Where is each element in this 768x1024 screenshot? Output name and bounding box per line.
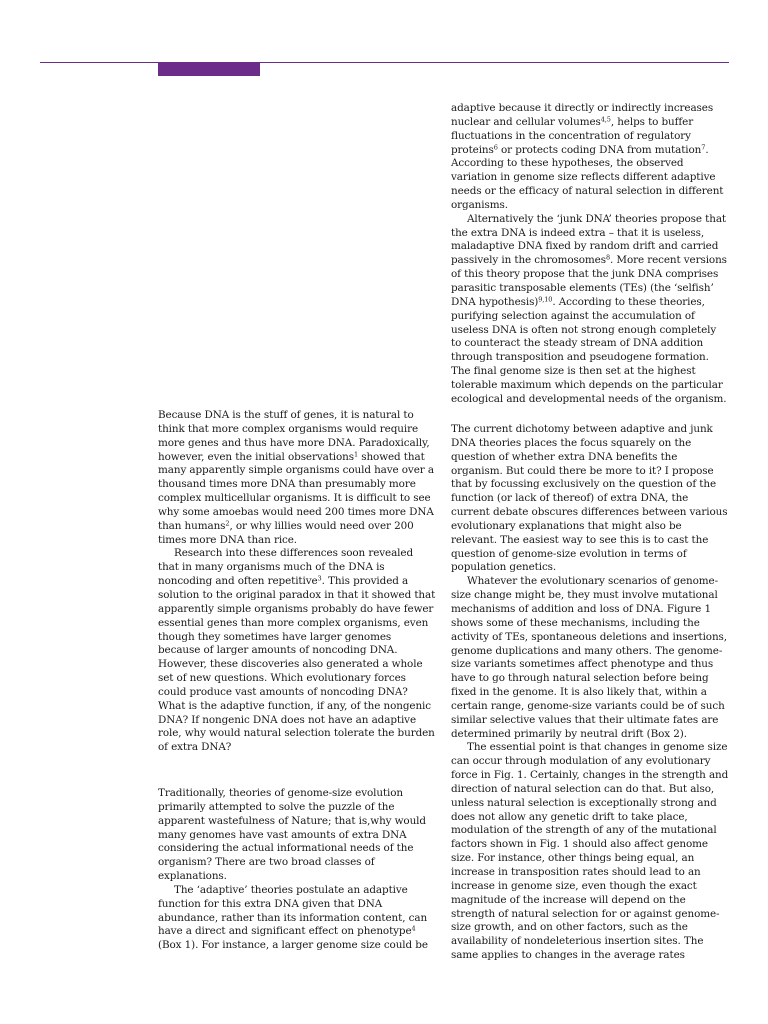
paragraph: The essential point is that changes in genome size can occur through modulation of any evolutionary force in Fig. 1. Certainly, changes in the strength and direction of natural selection can do that. But also, unless natural selection is exceptionally strong and does not allow any genetic drift to take place, modulation of the strength of any of the mutational factors shown in Fig. 1 should also affect genome size. For instance, other things being equal, an increase in transposition rates should lead to an increase in genome size, even though the exact magnitude of the increase will depend on the strength of natural selection for or against genome-size growth, and on other factors, such as the availability of nondeleterious insertion sites. The same applies to changes in the average rates xyxy=(451,741,729,962)
paragraph: Research into these differences soon revealed that in many organisms much of the DNA is noncoding and often repetitive$^3$. This provided a solution to the original paradox in that it showed that apparently simple organisms probably do have fewer essential genes than more complex organisms, even though they sometimes have larger genomes because of larger amounts of noncoding DNA. However, these discoveries also generated a whole set of new questions. Which evolutionary forces could produce vast amounts of noncoding DNA? What is the adaptive function, if any, of the nongenic DNA? If nongenic DNA does not have an adaptive role, why would natural selection tolerate the burden of extra DNA? xyxy=(158,547,436,754)
paragraph: The ‘adaptive’ theories postulate an adaptive function for this extra DNA given that DNA abundance, rather than its information content, can have a direct and significant effect on phenotype$^4$ (Box 1). For instance, a larger genome size could be xyxy=(158,883,428,952)
citation: 4,5 xyxy=(600,115,611,124)
paragraph: Traditionally, theories of genome-size evolution primarily attempted to solve the puzzle of the apparent wastefulness of Nature; that is,why would many genomes have vast amounts of extra DNA considering the actual informational needs of the organism? There are two broad classes of explanations. xyxy=(158,787,426,883)
left-column-theories xyxy=(158,787,436,953)
paragraph: The current dichotomy between adaptive and junk DNA theories places the focus squarely on the question of whether extra DNA benefits the organism. But could there be more to it? I propose that by focussing exclusively on the question of the function (or lack of thereof) of extra DNA, the current debate obscures differences between various evolutionary explanations that might also be relevant. The easiest way to see this is to cast the question of genome-size evolution in terms of population genetics. xyxy=(451,423,728,574)
right-column-dichotomy xyxy=(451,423,729,963)
citation: 8 xyxy=(605,253,610,262)
citation: 4 xyxy=(411,924,416,933)
citation: 3 xyxy=(317,574,322,583)
citation: 1 xyxy=(353,450,359,459)
right-column-continued xyxy=(451,102,729,407)
header-rule xyxy=(40,62,729,63)
paragraph: Alternatively the ‘junk DNA’ theories propose that the extra DNA is indeed extra – that it is useless, maladaptive DNA fixed by random drift and carried passively in the chromosomes$^8$. More recent versions of this theory propose that the junk DNA comprises parasitic transposable elements (TEs) (the ‘selfish’ DNA hypothesis)$^{9,10}$. According to these theories, purifying selection against the accumulation of useless DNA is often not strong enough completely to counteract the steady stream of DNA addition through transposition and pseudogene formation. The final genome size is then set at the highest tolerable maximum which depends on the particular ecological and developmental needs of the organism. xyxy=(451,212,727,405)
paragraph: Because DNA is the stuff of genes, it is natural to think that more complex organisms would require more genes and thus have more DNA. Paradoxically, however, even the initial observations$^1$ showed that many apparently simple organisms could have over a thousand times more DNA than presumably more complex multicellular organisms. It is difficult to see why some amoebas would need 200 times more DNA than humans$^2$, or why lillies would need over 200 times more DNA than rice. xyxy=(158,409,434,546)
citation: 6 xyxy=(493,143,498,152)
citation: 2 xyxy=(225,519,230,528)
citation: 9,10 xyxy=(538,295,553,304)
paragraph: Whatever the evolutionary scenarios of genome-size change might be, they must involve mutational mechanisms of addition and loss of DNA. Figure 1 shows some of these mechanisms, including the activity of TEs, spontaneous deletions and insertions, genome duplications and many others. The genome-size variants sometimes affect phenotype and thus have to go through natural selection before being fixed in the genome. It is also likely that, within a certain range, genome-size variants could be of such similar selective values that their ultimate fates are determined primarily by neutral drift (Box 2). xyxy=(451,575,727,740)
citation: 7 xyxy=(701,143,706,152)
left-column-intro xyxy=(158,409,436,755)
paragraph: adaptive because it directly or indirectly increases nuclear and cellular volumes$^{4,5}$, helps to buffer fluctuations in the concentration of regulatory proteins$^6$ or protects coding DNA from mutation$^7$. According to these hypotheses, the observed variation in genome size reflects different adaptive needs or the efficacy of natural selection in different organisms. xyxy=(451,102,724,211)
section-tab xyxy=(158,62,260,76)
